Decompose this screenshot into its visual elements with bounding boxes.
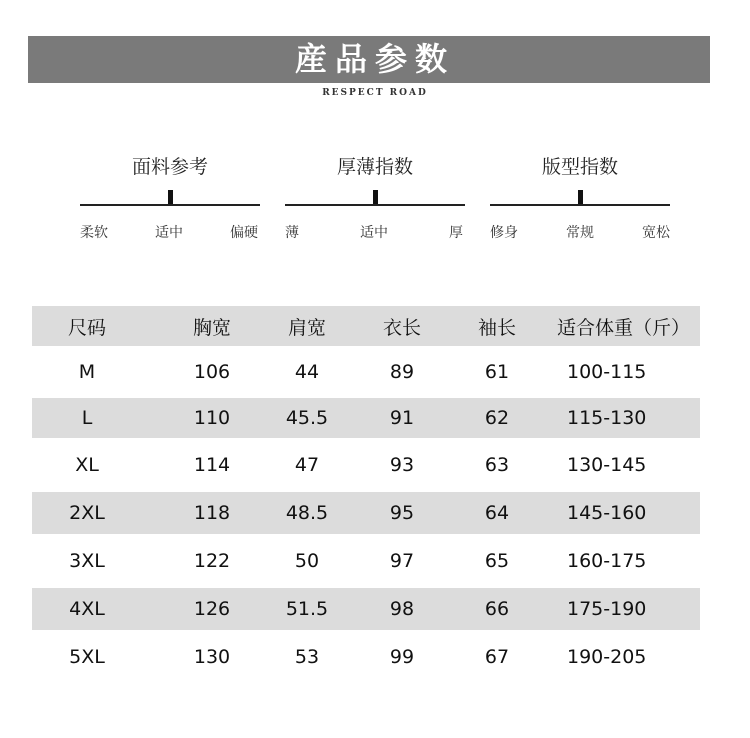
table-cell: 100-115: [567, 361, 647, 383]
scale-line: [285, 204, 465, 206]
page-subtitle: RESPECT ROAD: [322, 88, 428, 98]
table-cell: 64: [484, 502, 510, 524]
scale-title: 面料参考: [131, 156, 208, 178]
table-cell: 160-175: [567, 550, 647, 572]
header-weight: 适合体重（斤）: [557, 316, 691, 339]
size-table: [32, 306, 700, 684]
header-size: 尺码: [67, 316, 106, 339]
table-row: [32, 630, 700, 684]
table-cell: 115-130: [567, 407, 647, 429]
scale-label-middle: 适中: [360, 225, 388, 241]
scale-title: 厚薄指数: [336, 156, 413, 178]
table-cell: 53: [294, 646, 320, 668]
scale-label-right: 偏硬: [230, 225, 258, 241]
table-cell: 114: [193, 454, 231, 476]
table-cell: 2XL: [69, 502, 105, 524]
fit-scale: [490, 152, 670, 252]
scale-marker: [168, 190, 173, 204]
scale-label-left: 柔软: [80, 225, 108, 241]
page-title: 産品参数: [294, 40, 455, 78]
table-header-row: [32, 306, 700, 346]
table-cell: XL: [75, 454, 99, 476]
table-cell: 175-190: [567, 598, 647, 620]
header-shoulder: 肩宽: [287, 316, 326, 339]
table-cell: 89: [389, 361, 415, 383]
table-cell: 126: [193, 598, 231, 620]
scale-label-right: 宽松: [642, 225, 670, 241]
table-cell: 62: [484, 407, 510, 429]
table-cell: M: [78, 361, 96, 383]
table-cell: 44: [294, 361, 320, 383]
scale-marker: [578, 190, 583, 204]
table-cell: 130: [193, 646, 231, 668]
header-sleeve: 袖长: [477, 316, 516, 339]
table-cell: 190-205: [567, 646, 647, 668]
scale-line: [80, 204, 260, 206]
table-cell: 4XL: [69, 598, 105, 620]
table-cell: 130-145: [567, 454, 647, 476]
table-cell: 50: [294, 550, 320, 572]
thickness-scale: [285, 152, 465, 252]
scale-label-left: 修身: [490, 225, 518, 241]
table-row: [32, 438, 700, 492]
table-cell: 110: [193, 407, 231, 429]
table-cell: 47: [294, 454, 320, 476]
header-chest: 胸宽: [192, 316, 231, 339]
scale-label-middle: 适中: [155, 225, 183, 241]
table-cell: 65: [484, 550, 510, 572]
table-cell: 98: [389, 598, 415, 620]
table-cell: 63: [484, 454, 510, 476]
fabric-scale: [80, 152, 260, 252]
table-cell: 67: [484, 646, 510, 668]
table-cell: 66: [484, 598, 510, 620]
header-length: 衣长: [382, 316, 421, 339]
scale-label-middle: 常规: [566, 225, 594, 241]
table-row: [32, 588, 700, 630]
table-cell: 45.5: [285, 407, 329, 429]
table-cell: L: [81, 407, 93, 429]
table-cell: 61: [484, 361, 510, 383]
table-row: [32, 346, 700, 398]
table-cell: 91: [389, 407, 415, 429]
table-cell: 3XL: [69, 550, 105, 572]
table-cell: 99: [389, 646, 415, 668]
table-row: [32, 492, 700, 534]
scale-marker: [373, 190, 378, 204]
scale-title: 版型指数: [541, 156, 618, 178]
table-cell: 122: [193, 550, 231, 572]
table-cell: 48.5: [285, 502, 329, 524]
scale-label-left: 薄: [285, 225, 299, 241]
table-cell: 118: [193, 502, 231, 524]
table-cell: 93: [389, 454, 415, 476]
table-row: [32, 398, 700, 438]
table-cell: 5XL: [69, 646, 105, 668]
table-cell: 95: [389, 502, 415, 524]
scale-line: [490, 204, 670, 206]
scale-label-right: 厚: [449, 225, 463, 241]
table-cell: 51.5: [285, 598, 329, 620]
table-row: [32, 534, 700, 588]
table-cell: 97: [389, 550, 415, 572]
table-cell: 145-160: [567, 502, 647, 524]
table-cell: 106: [193, 361, 231, 383]
